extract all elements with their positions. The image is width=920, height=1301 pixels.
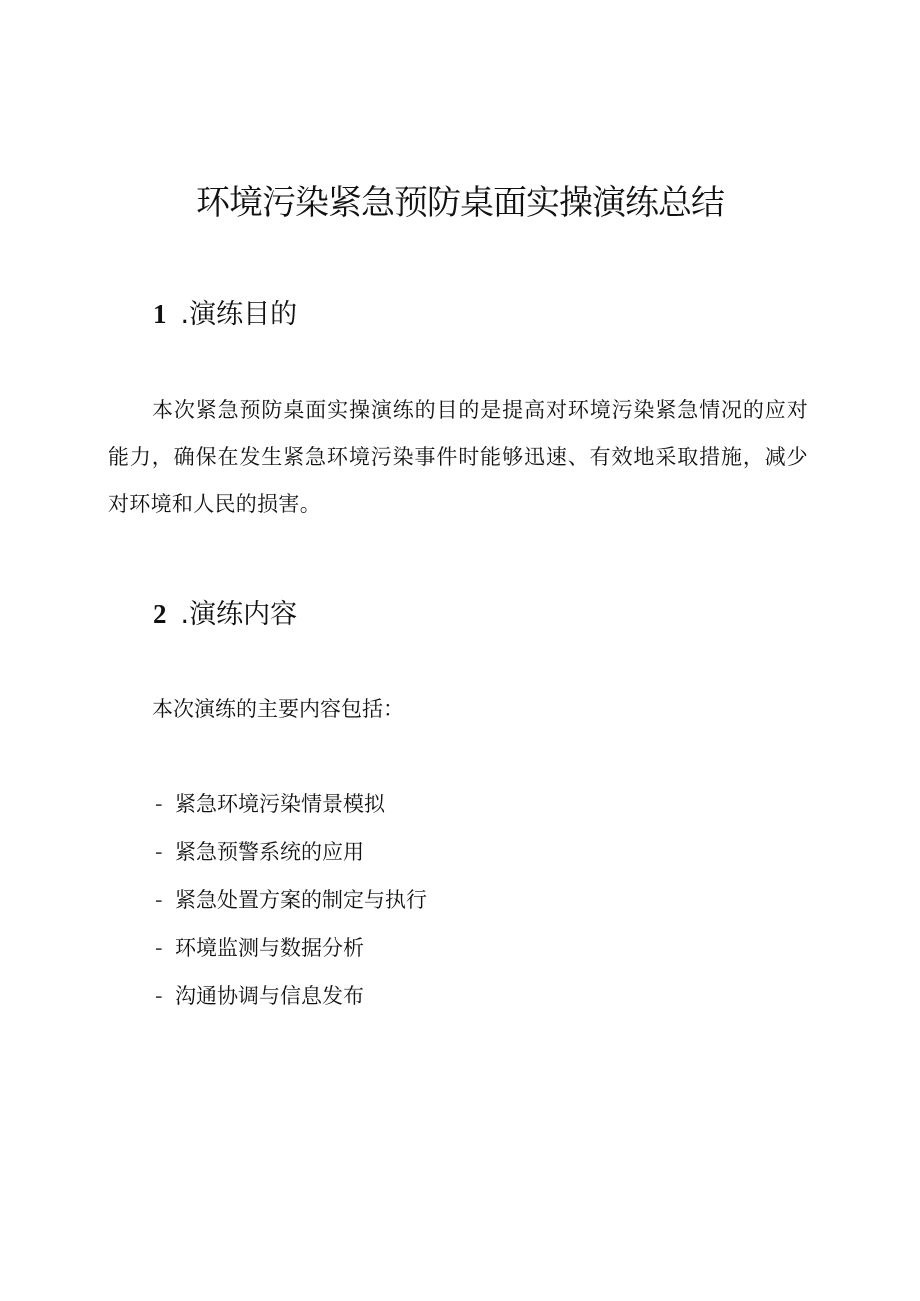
bullet-dash: - (155, 840, 163, 864)
content-intro: 本次演练的主要内容包括： (152, 697, 404, 721)
section-heading-purpose (153, 296, 297, 333)
bullet-dash: - (155, 936, 163, 960)
list-item (155, 981, 427, 1029)
purpose-paragraph: 本次紧急预防桌面实操演练的目的是提高对环境污染紧急情况的应对能力，确保在发生紧急环境污染事件时能够迅速、有效地采取措施，减少对环境和人民的损害。 (108, 398, 808, 516)
bullet-dash: - (155, 888, 163, 912)
bullet-dash: - (155, 984, 163, 1008)
list-item-text: 紧急处置方案的制定与执行 (175, 888, 427, 912)
section-title: .演练内容 (180, 599, 298, 630)
section-heading-content (153, 596, 297, 633)
list-item (155, 933, 427, 981)
list-item-text: 沟通协调与信息发布 (175, 984, 364, 1008)
list-item-text: 环境监测与数据分析 (175, 936, 364, 960)
bullet-dash: - (155, 792, 163, 816)
document-title: 环境污染紧急预防桌面实操演练总结 (196, 183, 724, 223)
list-item (155, 789, 427, 837)
list-item-text: 紧急预警系统的应用 (175, 840, 364, 864)
list-item (155, 885, 427, 933)
section-title: .演练目的 (180, 299, 298, 330)
section-number: 1 (153, 299, 167, 329)
section-number: 2 (153, 599, 167, 629)
list-item (155, 837, 427, 885)
content-list (155, 789, 427, 1029)
list-item-text: 紧急环境污染情景模拟 (175, 792, 385, 816)
